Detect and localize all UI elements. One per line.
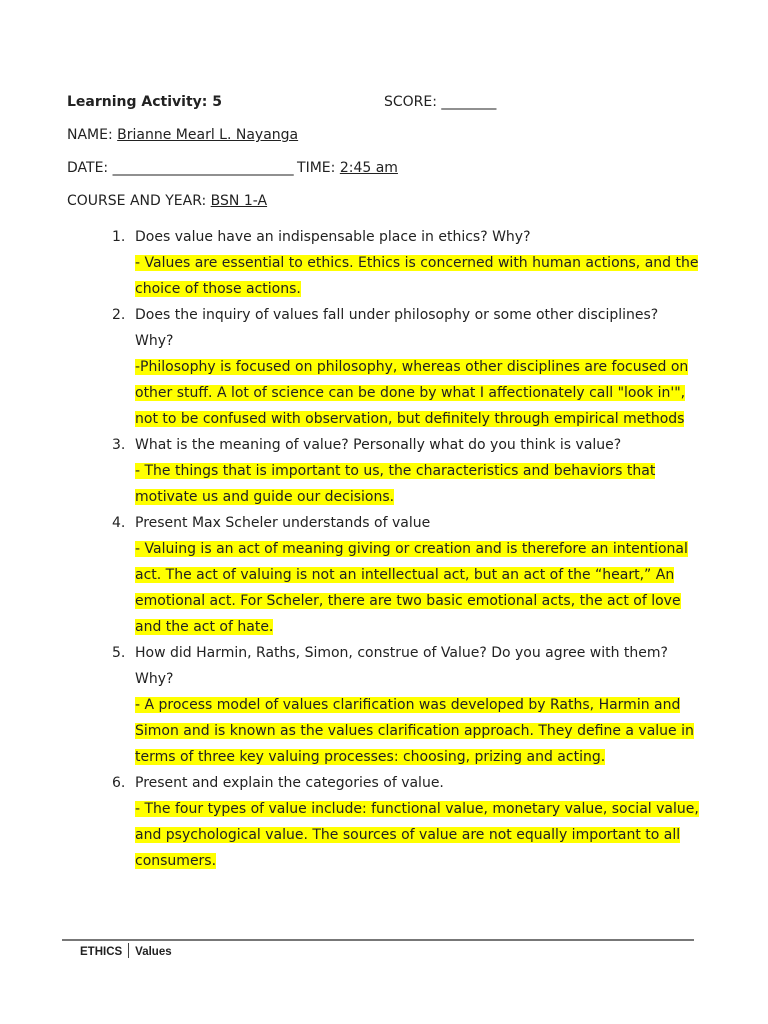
question-text: Present Max Scheler understands of value <box>135 515 431 531</box>
question-number: 6. <box>112 775 126 791</box>
course-label: COURSE AND YEAR: <box>67 193 211 209</box>
course-line <box>67 192 267 210</box>
footer-course: ETHICS <box>80 946 123 958</box>
question-item <box>100 770 700 874</box>
answer-text: - The things that is important to us, the characteristics and behaviors that motivate us and guide our decisions. <box>135 463 656 505</box>
score-line <box>384 93 495 111</box>
question-item <box>100 432 700 510</box>
time-label: TIME: <box>292 160 340 176</box>
question-text: Does value have an indispensable place in ethics? Why? <box>135 229 531 245</box>
footer-separator <box>128 943 129 958</box>
question-text: What is the meaning of value? Personally what do you think is value? <box>135 437 622 453</box>
question-item <box>100 224 700 302</box>
name-label: NAME: <box>67 127 118 143</box>
score-blank[interactable]: _________ <box>441 94 496 110</box>
time-value: 2:45 am <box>339 160 398 176</box>
answer-text: - Values are essential to ethics. Ethics is concerned with human actions, and the choice of those actions. <box>135 255 699 297</box>
question-item <box>100 640 700 770</box>
date-label: DATE: <box>67 160 113 176</box>
questions-list <box>100 224 700 874</box>
question-number: 2. <box>112 307 126 323</box>
question-number: 4. <box>112 515 126 531</box>
page-footer <box>80 943 172 958</box>
name-line <box>67 126 298 144</box>
question-item <box>100 302 700 432</box>
question-number: 1. <box>112 229 126 245</box>
course-value: BSN 1-A <box>210 193 268 209</box>
date-time-line <box>67 159 398 177</box>
answer-text: - A process model of values clarification was developed by Raths, Harmin and Simon and is known as the values clarification approach. They define a value in terms of three key valuing processes: choosing, prizing and acting. <box>135 697 694 765</box>
activity-title: Learning Activity: 5 <box>67 94 222 110</box>
answer-text: - The four types of value include: functional value, monetary value, social value, and psychological value. The sources of value are not equally important to all consumers. <box>135 801 699 869</box>
name-value: Brianne Mearl L. Nayanga <box>117 127 299 143</box>
answer-text: - Valuing is an act of meaning giving or creation and is therefore an intentional act. The act of valuing is not an intellectual act, but an act of the “heart,” An emotional act. For Scheler, there are two basic emotional acts, the act of love and the act of hate. <box>135 541 688 635</box>
answer-text: -Philosophy is focused on philosophy, whereas other disciplines are focused on other stuff. A lot of science can be done by what I affectionately call "look in'", not to be confused with observation, but definitely through empirical methods <box>135 359 689 427</box>
question-text: Does the inquiry of values fall under philosophy or some other disciplines? Why? <box>135 307 659 349</box>
score-label: SCORE: <box>384 94 442 110</box>
question-text: Present and explain the categories of value. <box>135 775 444 791</box>
question-number: 3. <box>112 437 126 453</box>
question-item <box>100 510 700 640</box>
footer-topic: Values <box>135 946 172 958</box>
question-text: How did Harmin, Raths, Simon, construe of Value? Do you agree with them? Why? <box>135 645 668 687</box>
footer-divider <box>62 939 694 941</box>
question-number: 5. <box>112 645 126 661</box>
date-blank[interactable]: ______________________________ <box>112 160 293 176</box>
